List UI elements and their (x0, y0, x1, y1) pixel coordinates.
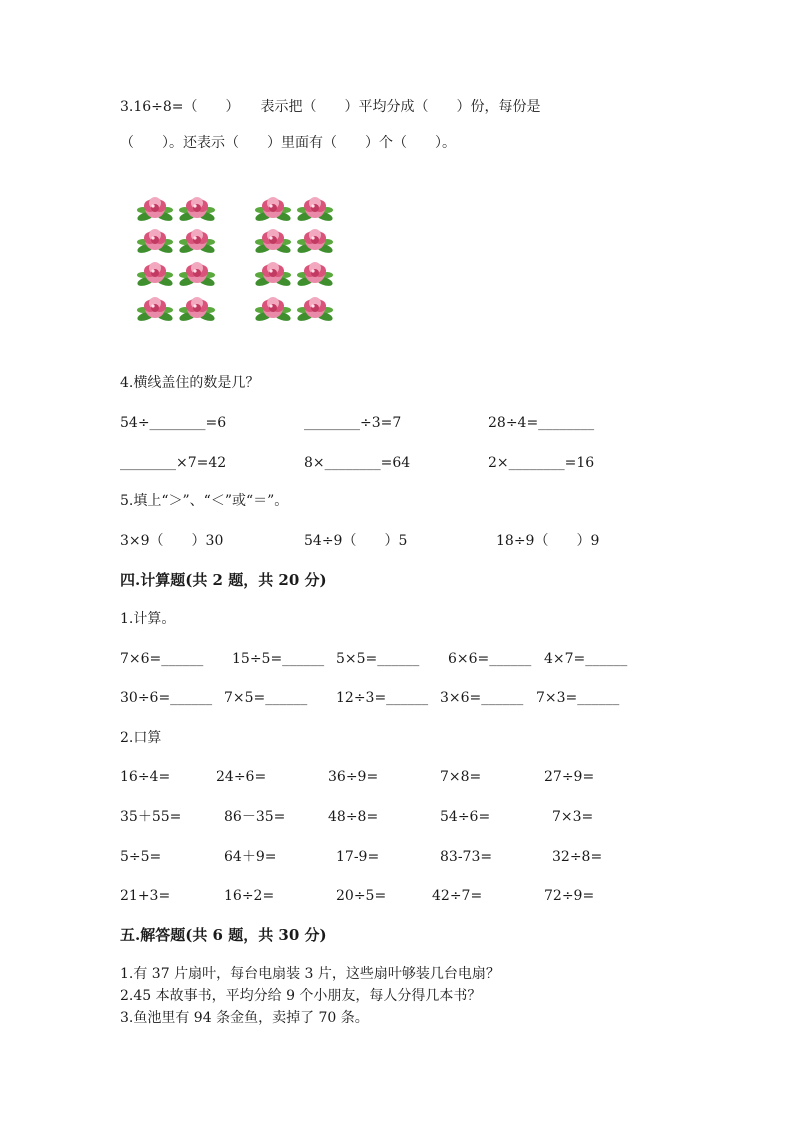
oral-item: 21+3= (120, 888, 171, 904)
oral-item: 86－35= (224, 809, 286, 825)
oral-item: 16÷4= (120, 769, 171, 785)
problem-item: 3.鱼池里有 94 条金鱼，卖掉了 70 条。 (120, 1010, 369, 1026)
calc-item: 7×5=______ (224, 690, 308, 706)
oral-item: 7×8= (440, 769, 482, 785)
oral-item: 72÷9= (544, 888, 595, 904)
oral-item: 24÷6= (216, 769, 267, 785)
q5-item: 3×9（ ）30 (120, 533, 224, 549)
oral-item: 7×3= (552, 809, 594, 825)
q4-item: 28÷4=________ (488, 415, 595, 431)
flower-group-left (136, 197, 216, 323)
section4-title: 四.计算题(共 2 题，共 20 分) (120, 571, 327, 589)
q4-item: 54÷________=6 (120, 415, 227, 431)
q4-title: 4.横线盖住的数是几？ (120, 375, 260, 391)
oral-item: 42÷7= (432, 888, 483, 904)
problem-item: 2.45 本故事书，平均分给 9 个小朋友，每人分得几本书？ (120, 988, 482, 1004)
q3-line1: 3.16÷8=（ ） 表示把（ ）平均分成（ ）份，每份是 (120, 99, 541, 115)
calc-item: 30÷6=______ (120, 690, 213, 706)
problem-item: 1.有 37 片扇叶，每台电扇装 3 片，这些扇叶够装几台电扇？ (120, 966, 500, 982)
section4-q1-title: 1.计算。 (120, 611, 176, 627)
calc-item: 15÷5=______ (232, 651, 325, 667)
oral-item: 32÷8= (552, 849, 603, 865)
q3-line2: （ ）。还表示（ ）里面有（ ）个（ ）。 (120, 135, 456, 151)
calc-item: 12÷3=______ (336, 690, 429, 706)
oral-item: 27÷9= (544, 769, 595, 785)
calc-item: 7×3=______ (536, 690, 620, 706)
q5-title: 5.填上“＞”、“＜”或“＝”。 (120, 493, 289, 509)
calc-item: 4×7=______ (544, 651, 628, 667)
oral-item: 83-73= (440, 849, 493, 865)
oral-item: 64＋9= (224, 849, 277, 865)
q5-item: 54÷9（ ）5 (304, 533, 408, 549)
q4-item: ________×7=42 (120, 455, 227, 471)
oral-item: 36÷9= (328, 769, 379, 785)
oral-item: 54÷6= (440, 809, 491, 825)
oral-item: 20÷5= (336, 888, 387, 904)
calc-item: 5×5=______ (336, 651, 420, 667)
q4-item: ________÷3=7 (304, 415, 402, 431)
section5-title: 五.解答题(共 6 题，共 30 分) (120, 926, 327, 944)
flowers-illustration (133, 190, 343, 332)
q5-item: 18÷9（ ）9 (496, 533, 600, 549)
q4-item: 2×________=16 (488, 455, 595, 471)
calc-item: 3×6=______ (440, 690, 524, 706)
calc-item: 7×6=______ (120, 651, 204, 667)
oral-item: 16÷2= (224, 888, 275, 904)
section4-q2-title: 2.口算 (120, 730, 162, 746)
flower-group-right (254, 197, 334, 323)
oral-item: 5÷5= (120, 849, 162, 865)
q4-item: 8×________=64 (304, 455, 411, 471)
oral-item: 35＋55= (120, 809, 182, 825)
oral-item: 48÷8= (328, 809, 379, 825)
oral-item: 17-9= (336, 849, 380, 865)
calc-item: 6×6=______ (448, 651, 532, 667)
